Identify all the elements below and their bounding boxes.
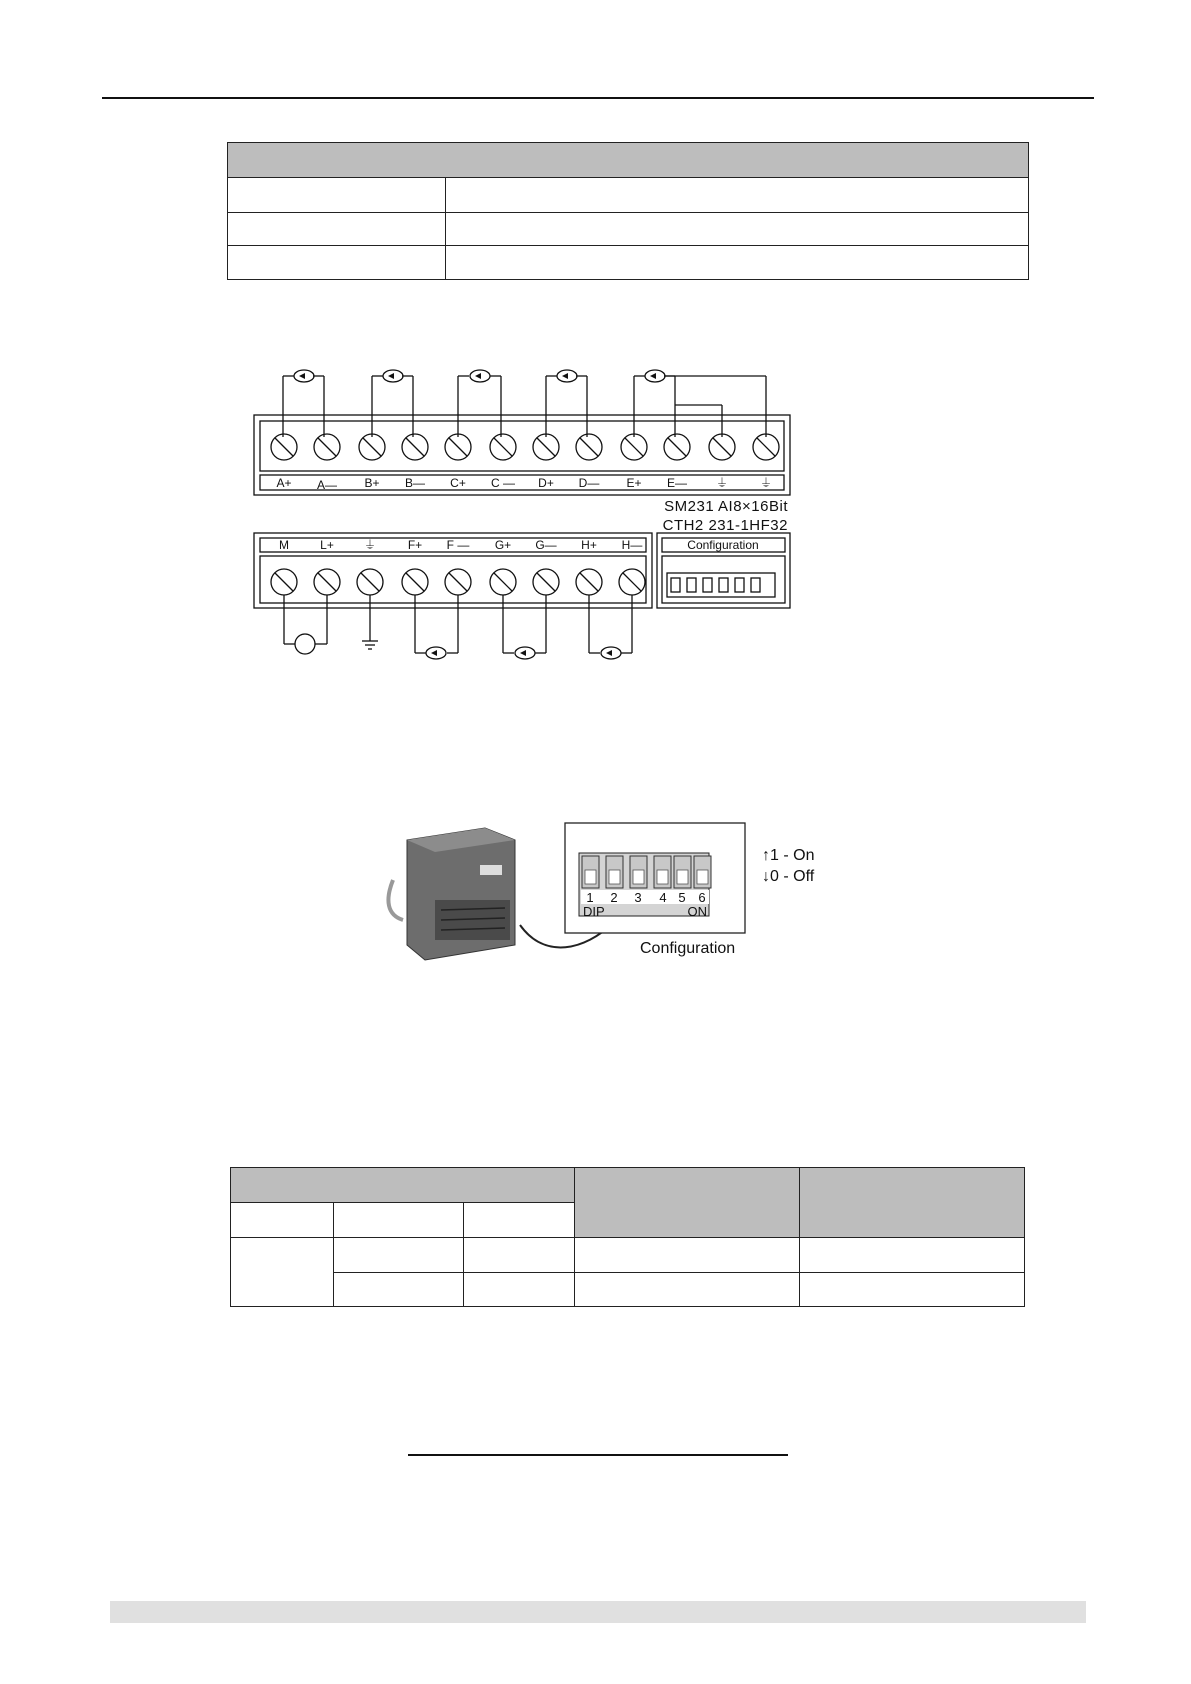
sensor-symbol-a <box>283 370 324 437</box>
terminal-label: A— <box>316 478 338 492</box>
table-cell <box>464 1203 575 1238</box>
legend-off: ↓0 - Off <box>762 868 815 885</box>
terminal-label: M <box>279 538 289 552</box>
table-bottom <box>230 1167 1025 1307</box>
terminal-label: F+ <box>407 538 423 552</box>
dip-switch-number: 1 <box>586 890 594 905</box>
table-cell <box>231 1238 334 1307</box>
legend-on: ↑1 - On <box>762 847 815 864</box>
terminal-label: C — <box>491 476 515 490</box>
sensor-symbol-h <box>589 595 632 659</box>
footer-bar <box>110 1601 1086 1623</box>
terminal-label: D+ <box>538 476 554 490</box>
terminal-label: B+ <box>364 476 380 490</box>
table-cell <box>464 1238 575 1273</box>
table-bottom-header <box>231 1168 575 1203</box>
dip-switch-number: 6 <box>698 890 706 905</box>
underline-rule <box>408 1454 788 1456</box>
sensor-symbol-f <box>415 595 458 659</box>
module-name: SM231 AI8×16Bit <box>664 498 788 515</box>
sensor-symbol-b <box>372 370 413 437</box>
dip-label: DIP <box>583 904 605 919</box>
terminal-label: L+ <box>320 538 334 552</box>
dip-switch-number: 4 <box>659 890 667 905</box>
table-cell <box>333 1203 464 1238</box>
table-cell <box>446 213 1029 246</box>
power-supply-symbol <box>284 595 327 654</box>
table-cell <box>333 1238 464 1273</box>
terminal-label: C+ <box>450 476 466 490</box>
bottom-screw-row <box>271 569 645 595</box>
terminal-label: G+ <box>494 538 512 552</box>
terminal-label: E— <box>666 476 688 490</box>
dip-switch-number: 3 <box>634 890 642 905</box>
table-bottom-header <box>799 1168 1024 1238</box>
sensor-symbol-c <box>458 370 501 437</box>
table-cell <box>228 246 446 280</box>
table-cell <box>228 178 446 213</box>
terminal-label: G— <box>535 538 557 552</box>
table-cell <box>464 1273 575 1307</box>
dip-switch-number: 2 <box>610 890 618 905</box>
module-code: CTH2 231-1HF32 <box>662 517 788 534</box>
table-cell <box>799 1273 1024 1307</box>
sensor-symbol-d <box>546 370 587 437</box>
table-bottom-header <box>574 1168 799 1238</box>
terminal-label: D— <box>578 476 600 490</box>
top-screw-row <box>271 434 779 460</box>
table-cell <box>574 1273 799 1307</box>
dip-switch-figure <box>385 820 825 970</box>
terminal-wiring-diagram <box>250 355 800 670</box>
terminal-label: ⏚ <box>759 476 773 490</box>
header-rule <box>102 97 1094 99</box>
table-cell <box>231 1203 334 1238</box>
module-photo-icon <box>388 828 515 960</box>
table-cell <box>446 178 1029 213</box>
table-top <box>227 142 1029 280</box>
dip-caption: Configuration <box>640 940 736 957</box>
table-top-header <box>228 143 1029 178</box>
terminal-label: B— <box>404 476 426 490</box>
table-cell <box>333 1273 464 1307</box>
config-label: Configuration <box>687 538 759 552</box>
table-cell <box>446 246 1029 280</box>
terminal-label: H— <box>621 538 643 552</box>
sensor-symbol-g <box>503 595 546 659</box>
bottom-terminal-labels <box>279 538 642 552</box>
terminal-label: H+ <box>581 538 597 552</box>
terminal-label: F — <box>446 538 470 552</box>
table-cell <box>799 1238 1024 1273</box>
terminal-label: E+ <box>626 476 642 490</box>
on-label: ON <box>687 904 707 919</box>
table-cell <box>228 213 446 246</box>
dip-switch-number: 5 <box>678 890 686 905</box>
terminal-label: A+ <box>276 476 292 490</box>
terminal-label: ⏚ <box>715 476 729 490</box>
table-cell <box>574 1238 799 1273</box>
sensor-symbol-e <box>634 370 766 437</box>
terminal-label: ⏚ <box>363 538 377 552</box>
